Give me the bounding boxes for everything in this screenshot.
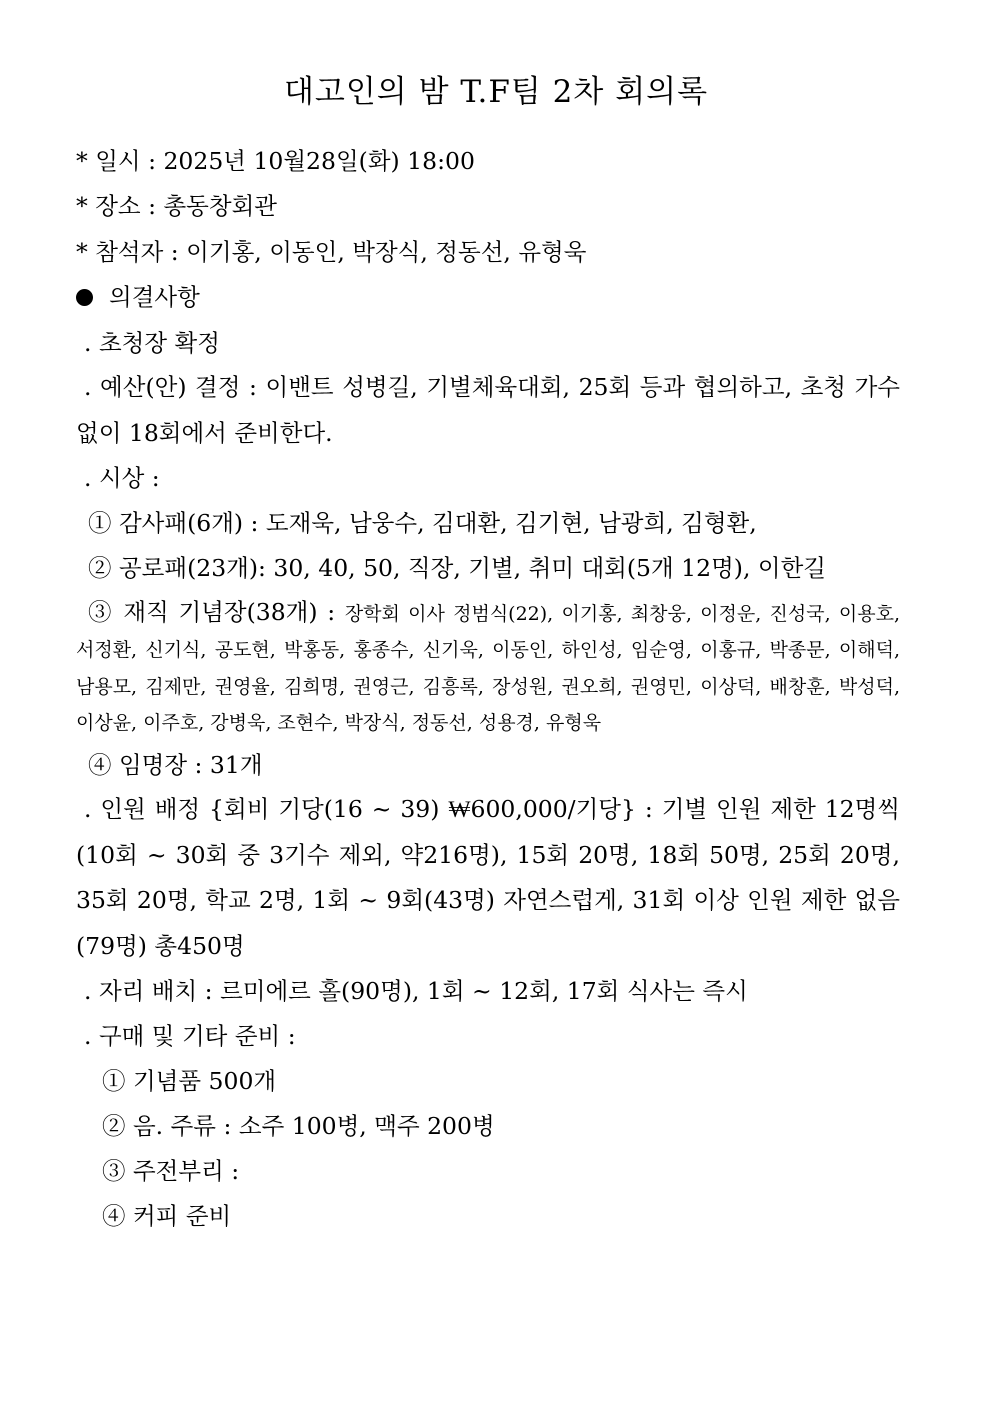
meeting-date: * 일시 : 2025년 10월28일(화) 18:00 [76,147,475,175]
allocation-item: . 인원 배정 {회비 기당(16 ~ 39) ₩600,000/기당} : 기별 인원 제한 12명씩(10회 ~ 30회 중 3기수 제외, 약216명), 15회 20명, 18회 50명, 25회 20명, 35회 20명, 학교 2명, 1회 ~ 9회(43명) 자연스럽게, 31회 이상 인원 제한 없음(79명) 총450명 [76,795,900,960]
award-3-names: 장학회 이사 정범식(22), 이기홍, 최창웅, 이정운, 진성국, 이용호, 서정환, 신기식, 공도현, 박홍동, 홍종수, 신기욱, 이동인, 하인성, 임순영, 이홍규, 박종문, 이해덕, 남용모, 김제만, 권영율, 김희명, 권영근, 김흥록, 장성원, 권오희, 권영민, 이상덕, 배창훈, 박성덕, 이상윤, 이주호, 강병욱, 조현수, 박장식, 정동선, 성용경, 유형욱 [76,603,900,734]
award-3-label: ③ 재직 기념장(38개) : [88,598,345,626]
document-title: 대고인의 밤 T.F팀 2차 회의록 [283,74,709,110]
seating-item: . 자리 배치 : 르미에르 홀(90명), 1회 ~ 12회, 17회 식사는 즉시 [84,977,748,1005]
meeting-attendees: * 참석자 : 이기홍, 이동인, 박장식, 정동선, 유형욱 [76,238,587,266]
bullet-icon [76,289,93,306]
purchase-heading: . 구매 및 기타 준비 : [84,1022,296,1050]
budget-item: . 예산(안) 결정 : 이밴트 성병길, 기별체육대회, 25회 등과 협의하고, 초청 가수 없이 18회에서 준비한다. [76,373,900,447]
resolutions-heading: 의결사항 [109,283,200,311]
resolutions-heading-row [76,282,200,312]
purchase-item-4: ④ 커피 준비 [102,1202,232,1230]
awards-heading: . 시상 : [84,464,160,492]
award-item-4: ④ 임명장 : 31개 [88,751,263,779]
award-item-1: ① 감사패(6개) : 도재욱, 남웅수, 김대환, 김기현, 남광희, 김형환, [88,509,757,537]
award-item-2: ② 공로패(23개): 30, 40, 50, 직장, 기별, 취미 대회(5개 12명), 이한길 [88,554,826,582]
meeting-place: * 장소 : 총동창회관 [76,192,277,220]
purchase-item-1: ① 기념품 500개 [102,1067,277,1095]
purchase-item-3: ③ 주전부리 : [102,1157,240,1185]
invitation-item: . 초청장 확정 [84,329,220,357]
award-item-3 [76,594,900,741]
purchase-item-2: ② 음. 주류 : 소주 100병, 맥주 200병 [102,1112,495,1140]
